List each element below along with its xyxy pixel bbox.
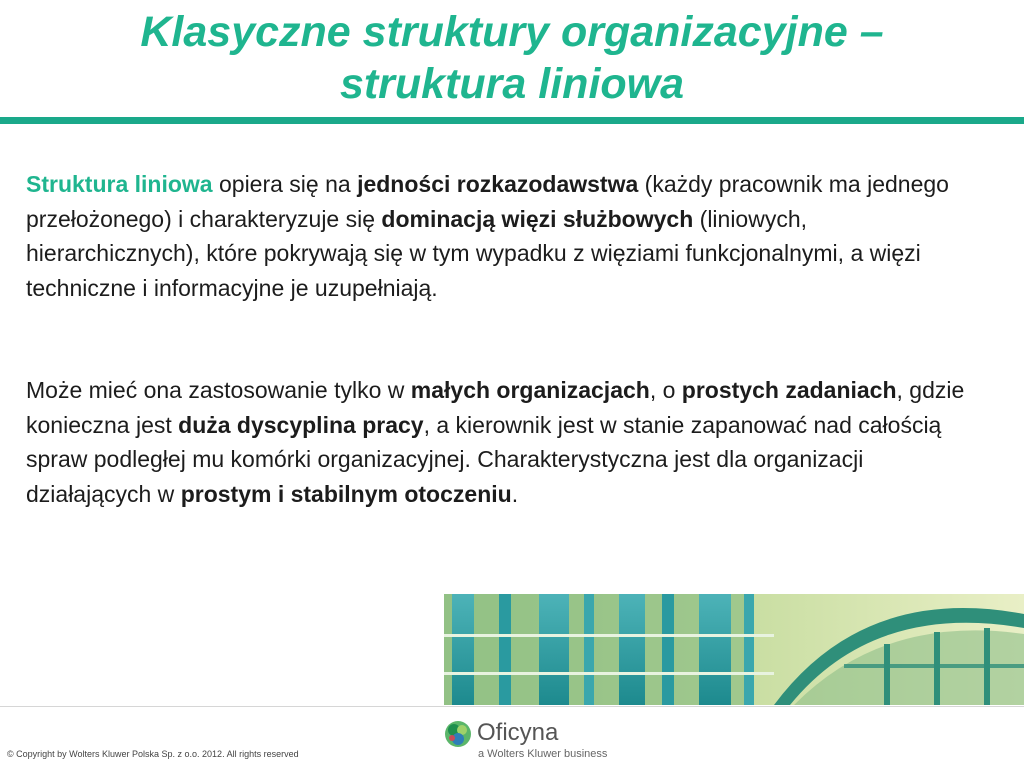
paragraph-application	[26, 373, 986, 511]
text-segment: .	[511, 480, 519, 507]
term-dyscyplina-pracy: duża dyscyplina pracy	[178, 411, 424, 438]
text-segment: Może mieć ona zastosowanie tylko w	[26, 377, 411, 403]
text-segment: , a kierownik jest w stanie zapanować nad całością spraw podległej mu komórki organizacyjnej. Charakterystyczna jest dla organizacji działających w	[26, 411, 942, 507]
slide-title-line2: struktura liniowa	[339, 60, 685, 108]
logo-subtitle: a Wolters Kluwer business	[478, 748, 608, 760]
text-segment: (każdy pracownik ma jednego przełożonego) i charakteryzuje się	[26, 171, 949, 232]
logo-name: Oficyna	[477, 719, 559, 746]
paragraph-definition	[26, 167, 986, 305]
term-stabilne-otoczenie: prostym i stabilnym otoczeniu	[180, 480, 512, 507]
logo-globe-icon	[444, 720, 472, 748]
term-dominacja-wiezi: dominacją więzi służbowych	[381, 205, 694, 232]
text-segment: , gdzie konieczna jest	[26, 377, 965, 438]
term-struktura-liniowa: Struktura liniowa	[26, 171, 213, 197]
slide-title	[0, 6, 1024, 110]
text-segment: opiera się na	[212, 171, 358, 197]
text-segment: (liniowych, hierarchicznych), które pokrywają się w tym wypadku z więziami funkcjonalnymi, a więzi techniczne i informacyjne je uzupełniają.	[26, 205, 921, 301]
term-proste-zadania: prostych zadaniach	[681, 377, 897, 403]
slide-title-line1: Klasyczne struktury organizacyjne –	[140, 8, 884, 56]
term-male-organizacje: małych organizacjach	[410, 377, 650, 403]
footer-divider	[0, 706, 1024, 707]
title-divider	[0, 117, 1024, 124]
copyright-text: © Copyright by Wolters Kluwer Polska Sp. z o.o. 2012. All rights reserved	[7, 749, 299, 759]
oficyna-logo	[444, 718, 644, 762]
building-photo	[444, 594, 1024, 705]
term-jednosc-rozkazodawstwa: jedności rozkazodawstwa	[357, 171, 639, 197]
text-segment: , o	[649, 377, 682, 403]
